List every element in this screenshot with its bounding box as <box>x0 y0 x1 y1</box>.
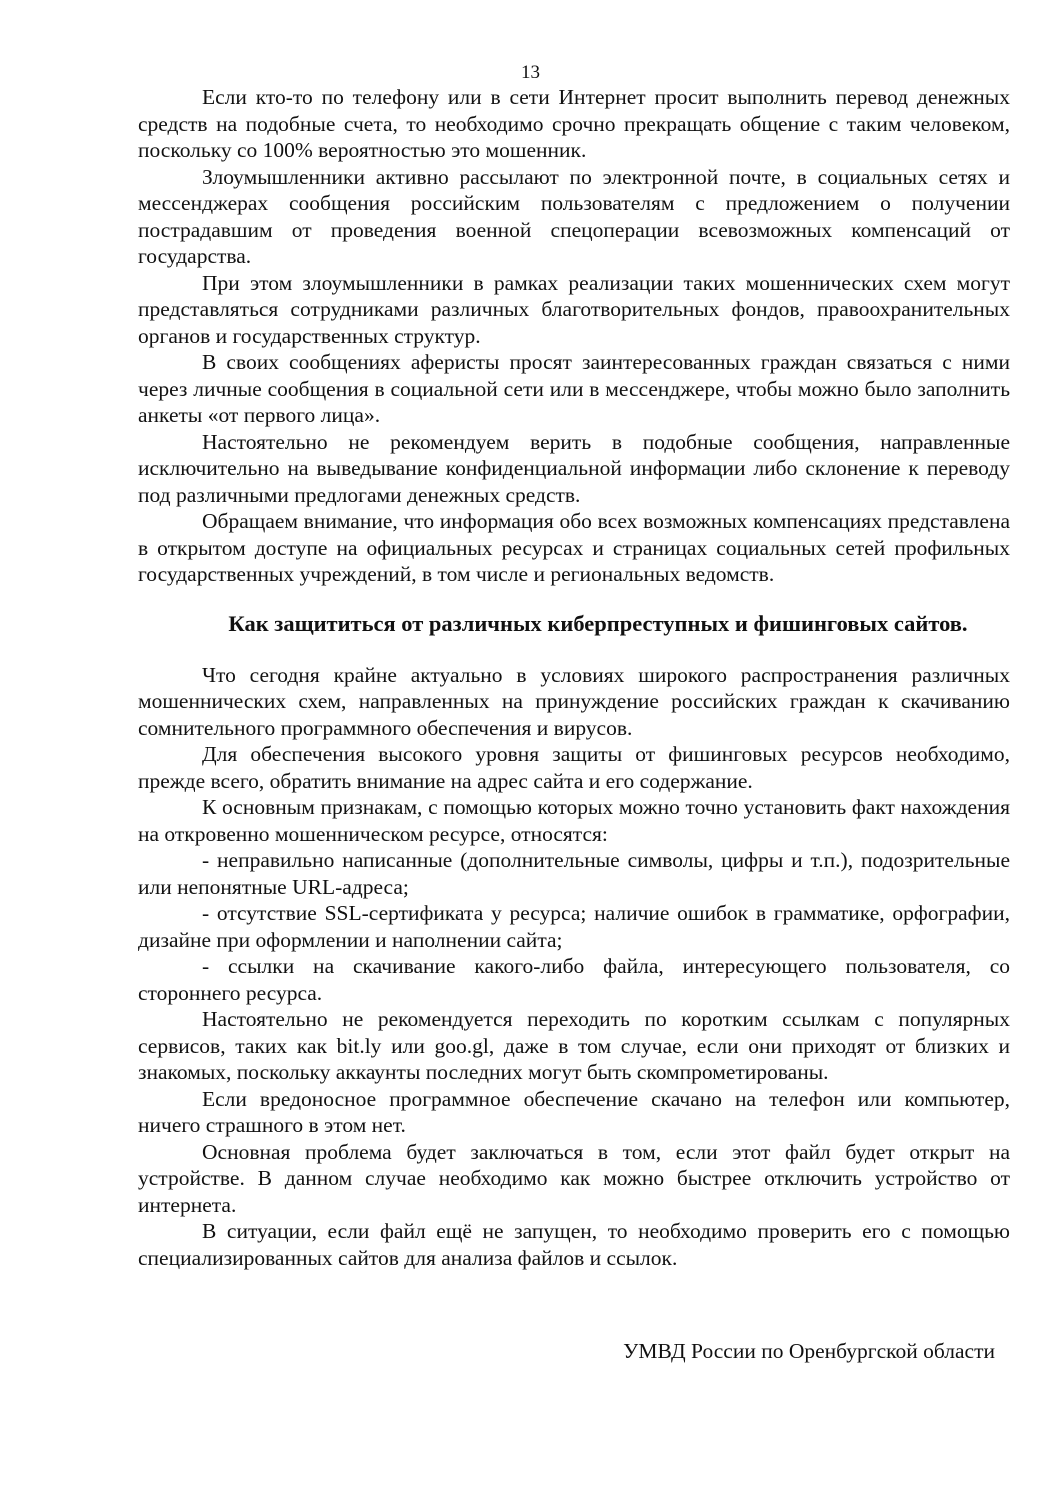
paragraph: Настоятельно не рекомендуется переходить по коротким ссылкам с популярных сервисов, таких как bit.ly или goo.gl, даже в том случае, если они приходят от близких и знакомых, поскольку аккаунты последних могут быть скомпрометированы. <box>138 1007 1010 1084</box>
paragraph: Настоятельно не рекомендуем верить в подобные сообщения, направленные исключительно на выведывание конфиденциальной информации либо склонение к переводу под различными предлогами денежных средств. <box>138 429 1010 507</box>
paragraph: В ситуации, если файл ещё не запущен, то необходимо проверить его с помощью специализированных сайтов для анализа файлов и ссылок. <box>138 1219 1010 1270</box>
paragraph: Основная проблема будет заключаться в том, если этот файл будет открыт на устройстве. В данном случае необходимо как можно быстрее отключить устройство от интернета. <box>138 1139 1010 1217</box>
section-heading: Как защититься от различных киберпреступных и фишинговых сайтов. <box>228 610 968 636</box>
paragraph: Злоумышленники активно рассылают по электронной почте, в социальных сетях и мессенджерах сообщения российским пользователям с предложением о получении пострадавшим от проведения военной спецоперации всевозможных компенсаций от государства. <box>138 164 1010 268</box>
paragraph: Обращаем внимание, что информация обо всех возможных компенсациях представлена в открытом доступе на официальных ресурсах и страницах социальных сетей профильных государственных учреждений, в том числе и региональных ведомств. <box>138 509 1010 586</box>
paragraph: К основным признакам, с помощью которых можно точно установить факт нахождения на откровенно мошенническом ресурсе, относятся: <box>138 795 1010 846</box>
paragraph: Для обеспечения высокого уровня защиты от фишинговых ресурсов необходимо, прежде всего, обратить внимание на адрес сайта и его содержание. <box>138 742 1010 793</box>
page-number: 13 <box>521 62 540 83</box>
list-item: - ссылки на скачивание какого-либо файла, интересующего пользователя, со стороннего ресурса. <box>138 954 1010 1005</box>
paragraph: Что сегодня крайне актуально в условиях широкого распространения различных мошеннических схем, направленных на принуждение российских граждан к скачиванию сомнительного программного обеспечения и вирусов. <box>138 662 1010 740</box>
paragraph: Если кто-то по телефону или в сети Интернет просит выполнить перевод денежных средств на подобные счета, то необходимо срочно прекращать общение с таким человеком, поскольку со 100% вероятностью это мошенник. <box>138 85 1010 162</box>
paragraph: При этом злоумышленники в рамках реализации таких мошеннических схем могут представляться сотрудниками различных благотворительных фондов, правоохранительных органов и государственных структур. <box>138 270 1010 348</box>
document-body <box>138 84 1010 1271</box>
paragraph: Если вредоносное программное обеспечение скачано на телефон или компьютер, ничего страшного в этом нет. <box>138 1086 1010 1137</box>
list-item: - отсутствие SSL-сертификата у ресурса; наличие ошибок в грамматике, орфографии, дизайне при оформлении и наполнении сайта; <box>138 901 1010 952</box>
paragraph: В своих сообщениях аферисты просят заинтересованных граждан связаться с ними через личные сообщения в социальной сети или в мессенджере, чтобы можно было заполнить анкеты «от первого лица». <box>138 350 1010 427</box>
list-item: - неправильно написанные (дополнительные символы, цифры и т.п.), подозрительные или непонятные URL-адреса; <box>138 848 1010 899</box>
signature: УМВД России по Оренбургской области <box>623 1339 995 1363</box>
